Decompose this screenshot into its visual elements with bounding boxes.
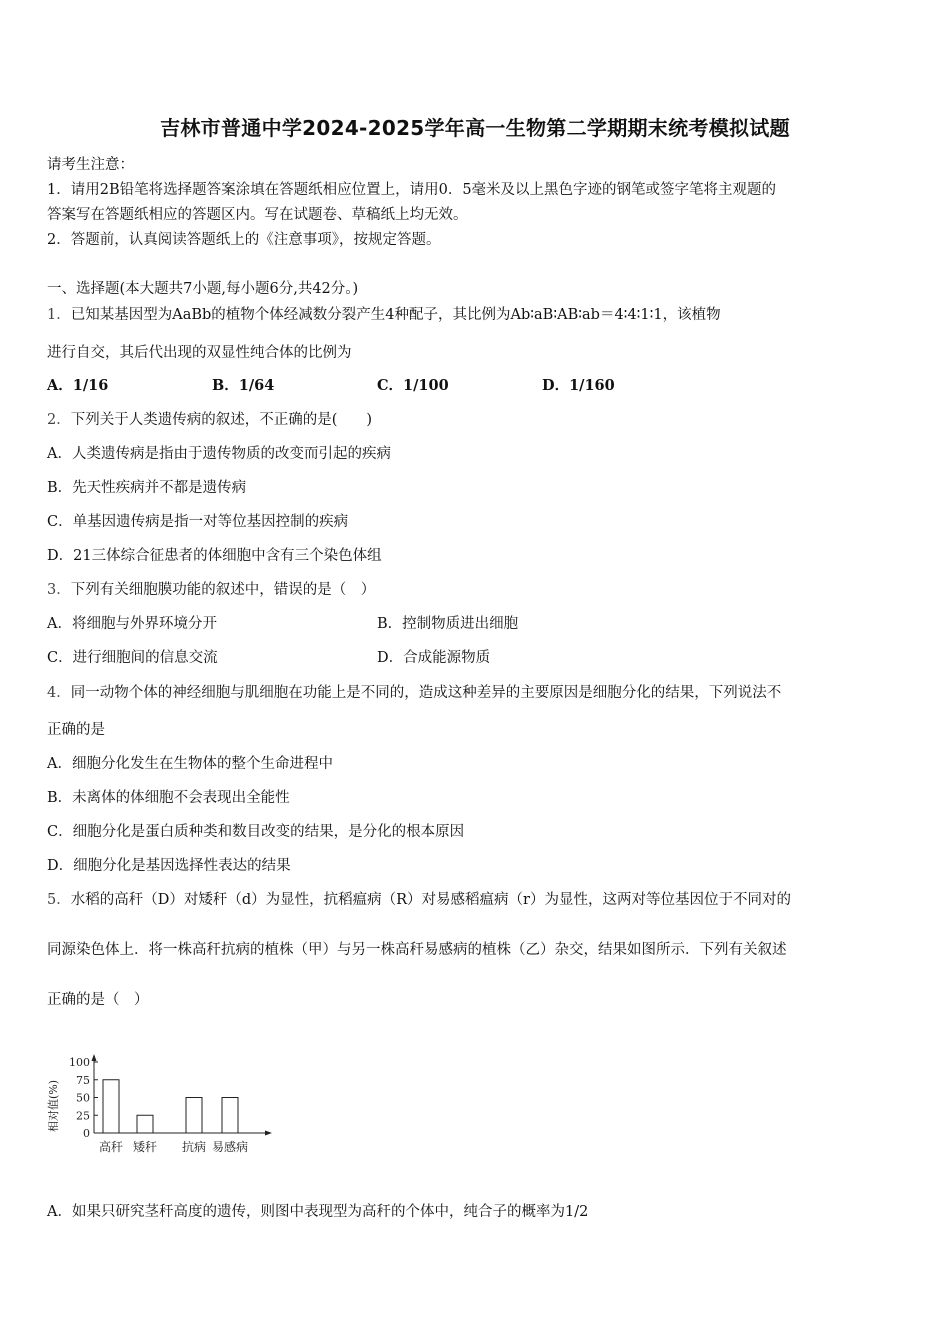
bar <box>103 1080 119 1133</box>
q3-option-a: A．将细胞与外界环境分开 <box>47 616 217 632</box>
bar <box>222 1098 238 1134</box>
question-number: 1． <box>47 307 71 323</box>
question-number: 2． <box>47 412 71 428</box>
y-axis-label: 相对值(%) <box>47 1079 60 1133</box>
question-5-line-3: 正确的是（ ） <box>47 992 149 1008</box>
q1-option-c: C．1/100 <box>377 377 449 394</box>
q1-option-a: A．1/16 <box>47 377 109 394</box>
y-tick-label: 0 <box>83 1127 90 1140</box>
section-heading: 一、选择题(本大题共7小题,每小题6分,共42分。) <box>47 281 359 297</box>
question-text: 下列有关细胞膜功能的叙述中，错误的是（ ） <box>70 582 376 598</box>
question-4-line-2: 正确的是 <box>47 722 105 738</box>
q1-option-d: D．1/160 <box>542 377 615 394</box>
question-1-line-2: 进行自交，其后代出现的双显性纯合体的比例为 <box>47 345 352 361</box>
question-number: 3． <box>47 582 71 598</box>
question-text: 已知某基因型为AaBb的植物个体经减数分裂产生4种配子，其比例为Ab∶aB∶AB∶ab＝4∶4∶1∶1，该植物 <box>70 307 721 323</box>
notice-line-1: 1．请用2B铅笔将选择题答案涂填在答题纸相应位置上，请用0．5毫米及以上黑色字迹的钢笔或签字笔将主观题的 <box>47 182 777 198</box>
x-tick-label: 抗病 <box>181 1140 207 1154</box>
bar-chart <box>44 1046 274 1162</box>
question-1-line-1 <box>47 303 721 324</box>
question-text: 水稻的高秆（D）对矮秆（d）为显性，抗稻瘟病（R）对易感稻瘟病（r）为显性，这两对等位基因位于不同对的 <box>70 892 791 908</box>
q3-option-d: D．合成能源物质 <box>377 650 491 666</box>
q1-option-b: B．1/64 <box>212 377 275 394</box>
y-tick-label: 100 <box>69 1056 90 1069</box>
question-3-stem <box>47 578 375 599</box>
q2-option-a: A．人类遗传病是指由于遗传物质的改变而引起的疾病 <box>47 446 391 462</box>
question-number: 4． <box>47 685 71 701</box>
page-title: 吉林市普通中学2024-2025学年高一生物第二学期期末统考模拟试题 <box>160 116 790 140</box>
q4-option-a: A．细胞分化发生在生物体的整个生命进程中 <box>47 756 333 772</box>
question-4-line-1 <box>47 681 781 702</box>
q2-option-d: D．21三体综合征患者的体细胞中含有三个染色体组 <box>47 548 382 564</box>
x-axis-arrow <box>265 1131 272 1136</box>
question-text: 同一动物个体的神经细胞与肌细胞在功能上是不同的，造成这种差异的主要原因是细胞分化的结果，下列说法不 <box>70 685 782 701</box>
q3-option-b: B．控制物质进出细胞 <box>377 616 519 632</box>
notice-line-2: 答案写在答题纸相应的答题区内。写在试题卷、草稿纸上均无效。 <box>47 207 468 223</box>
bar <box>137 1115 153 1133</box>
y-tick-label: 25 <box>76 1109 90 1123</box>
q2-option-b: B．先天性疾病并不都是遗传病 <box>47 480 247 496</box>
y-axis-arrow <box>92 1054 97 1061</box>
q5-option-a: A．如果只研究茎秆高度的遗传，则图中表现型为高秆的个体中，纯合子的概率为1/2 <box>47 1204 589 1220</box>
notice-heading: 请考生注意： <box>47 157 134 173</box>
q4-option-b: B．未离体的体细胞不会表现出全能性 <box>47 790 290 806</box>
q4-option-d: D．细胞分化是基因选择性表达的结果 <box>47 858 291 874</box>
bar <box>186 1098 202 1134</box>
question-5-line-2: 同源染色体上．将一株高秆抗病的植株（甲）与另一株高秆易感病的植株（乙）杂交，结果如图所示．下列有关叙述 <box>47 942 787 958</box>
question-text: 下列关于人类遗传病的叙述，不正确的是( ) <box>70 412 373 428</box>
notice-line-3: 2．答题前，认真阅读答题纸上的《注意事项》，按规定答题。 <box>47 232 441 248</box>
q4-option-c: C．细胞分化是蛋白质种类和数目改变的结果，是分化的根本原因 <box>47 824 465 840</box>
question-2-stem <box>47 408 372 429</box>
question-5-line-1 <box>47 888 791 909</box>
y-tick-label: 75 <box>76 1073 90 1087</box>
x-tick-label: 易感病 <box>211 1140 249 1154</box>
x-tick-label: 高秆 <box>98 1140 124 1154</box>
y-tick-label: 50 <box>76 1091 90 1105</box>
q3-option-c: C．进行细胞间的信息交流 <box>47 650 218 666</box>
question-number: 5． <box>47 892 71 908</box>
q2-option-c: C．单基因遗传病是指一对等位基因控制的疾病 <box>47 514 349 530</box>
x-tick-label: 矮秆 <box>132 1140 158 1154</box>
